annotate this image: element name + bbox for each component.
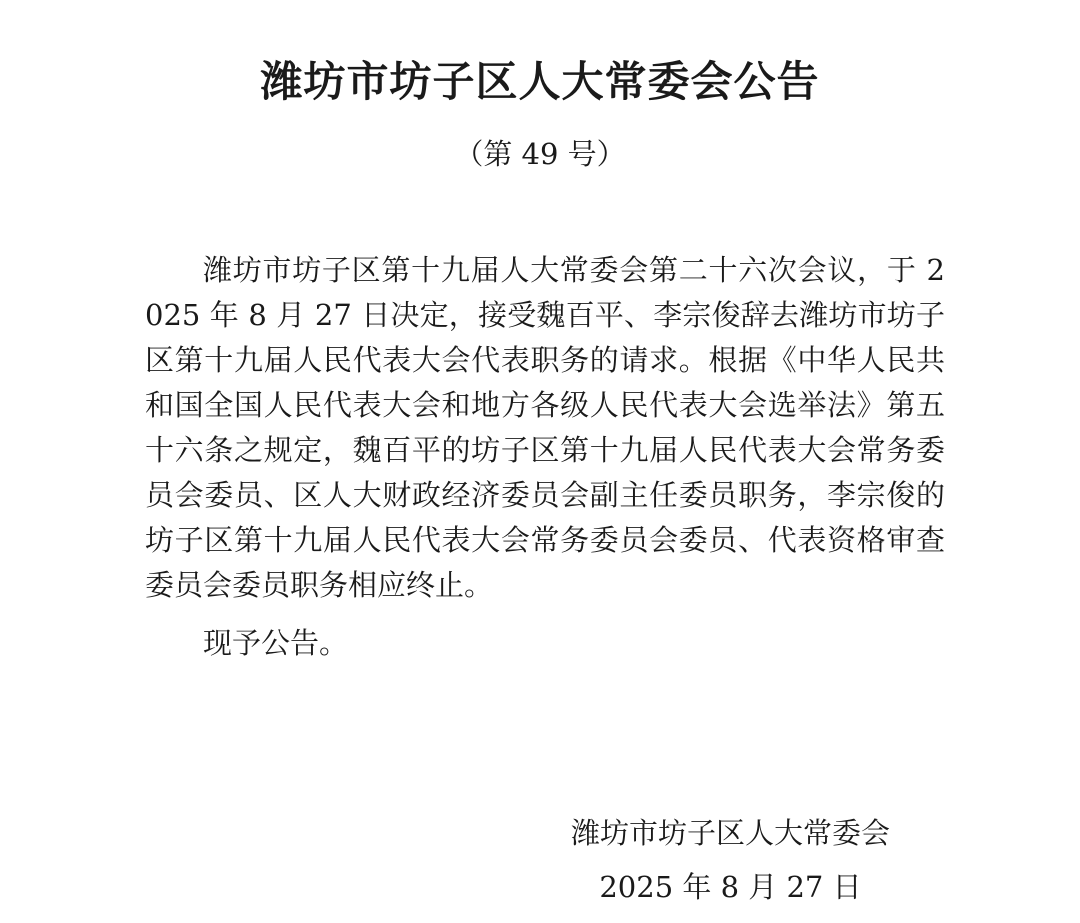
document-number: （第 49 号） [454, 137, 626, 171]
closing-paragraph: 现予公告。 [203, 626, 349, 660]
body-paragraph: 潍坊市坊子区第十九届人大常委会第二十六次会议，于 2025 年 8 月 27 日决定，接受魏百平、李宗俊辞去潍坊市坊子区第十九届人民代表大会代表职务的请求。根据《中华人民共和国全国人民代表大会和地方各级人民代表大会选举法》第五十六条之规定，魏百平的坊子区第十九届人民代表大会常务委员会委员、区人大财政经济委员会副主任委员职务，李宗俊的坊子区第十九届人民代表大会常务委员会委员、代表资格审查委员会委员职务相应终止。 [145, 253, 945, 602]
issuer-name: 潍坊市坊子区人大常委会 [570, 816, 890, 850]
document-body [145, 248, 945, 666]
signature-block [571, 806, 890, 914]
document-title: 潍坊市坊子区人大常委会公告 [260, 57, 820, 106]
issue-date: 2025 年 8 月 27 日 [599, 870, 862, 904]
